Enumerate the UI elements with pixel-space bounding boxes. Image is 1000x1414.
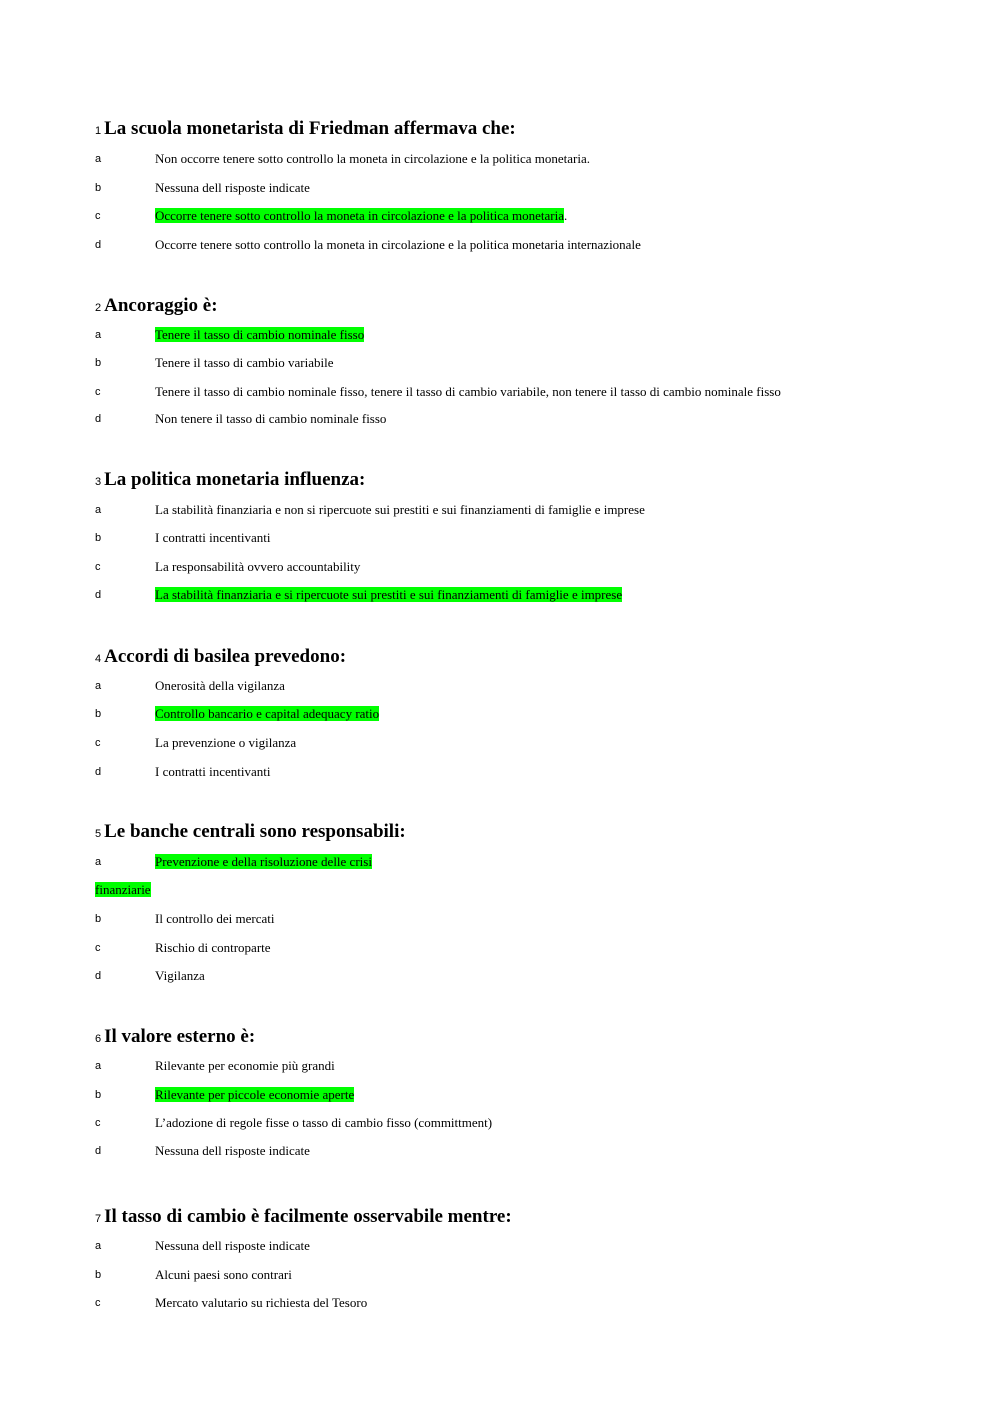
option-text: Rilevante per economie più grandi [155, 1058, 335, 1073]
option-letter: b [95, 182, 102, 194]
option-text: La stabilità finanziaria e non si ripercuote sui prestiti e sui finanziamenti di famiglie e imprese [155, 502, 645, 517]
option-letter: d [95, 589, 102, 601]
option-letter: b [95, 1269, 102, 1281]
option-text: Nessuna dell risposte indicate [155, 1238, 310, 1253]
question-number: 5 [95, 828, 102, 840]
answer-option-a [95, 677, 955, 695]
correct-answer-highlight: La stabilità finanziaria e si ripercuote sui prestiti e sui finanziamenti di famiglie e imprese [155, 587, 623, 602]
option-letter: a [95, 680, 102, 692]
option-text [155, 207, 567, 225]
option-text: Occorre tenere sotto controllo la moneta in circolazione e la politica monetaria internazionale [155, 237, 641, 252]
option-text: Il controllo dei mercati [155, 911, 275, 926]
answer-option-c [95, 1114, 955, 1132]
option-text [155, 326, 364, 344]
option-text: La prevenzione o vigilanza [155, 735, 297, 750]
question-number: 7 [95, 1213, 102, 1225]
answer-option-a [95, 501, 955, 519]
answer-option-d [95, 410, 955, 428]
answer-option-b-correct [95, 705, 955, 723]
option-text: Non occorre tenere sotto controllo la moneta in circolazione e la politica monetaria. [155, 151, 590, 166]
option-text: Non tenere il tasso di cambio nominale fisso [155, 411, 387, 426]
question-number: 3 [95, 476, 102, 488]
question-number: 6 [95, 1033, 102, 1045]
option-letter: b [95, 913, 102, 925]
answer-option-a [95, 1057, 955, 1075]
option-letter: b [95, 357, 102, 369]
correct-answer-highlight: Prevenzione e della risoluzione delle crisi [155, 854, 372, 869]
question-text: Le banche centrali sono responsabili: [104, 821, 406, 842]
option-text: Onerosità della vigilanza [155, 678, 285, 693]
option-text: Nessuna dell risposte indicate [155, 180, 310, 195]
question-number: 1 [95, 125, 102, 137]
answer-option-b [95, 354, 955, 372]
option-text: Alcuni paesi sono contrari [155, 1267, 292, 1282]
question-text: La politica monetaria influenza: [104, 469, 366, 490]
answer-option-d [95, 236, 955, 254]
answer-option-a [95, 1237, 955, 1255]
option-text: La responsabilità ovvero accountability [155, 559, 361, 574]
option-letter: d [95, 766, 102, 778]
option-text: Nessuna dell risposte indicate [155, 1143, 310, 1158]
option-text-suffix: . [563, 208, 568, 223]
answer-option-b [95, 910, 955, 928]
correct-answer-highlight: Occorre tenere sotto controllo la moneta in circolazione e la politica monetaria [155, 208, 564, 223]
option-text [155, 853, 372, 871]
option-letter: b [95, 532, 102, 544]
option-text [155, 586, 622, 604]
option-text: Rischio di controparte [155, 940, 271, 955]
answer-option-d [95, 967, 955, 985]
question-number: 2 [95, 302, 102, 314]
question-number: 4 [95, 653, 102, 665]
option-letter: c [95, 1297, 101, 1309]
option-letter: c [95, 737, 101, 749]
option-text [155, 1086, 354, 1104]
question-title [95, 295, 218, 319]
option-letter: d [95, 1145, 102, 1157]
question-text: La scuola monetarista di Friedman affermava che: [104, 118, 516, 139]
option-letter: c [95, 561, 101, 573]
question-title [95, 821, 406, 845]
option-letter: b [95, 1089, 102, 1101]
option-letter: a [95, 1240, 102, 1252]
option-text: I contratti incentivanti [155, 530, 271, 545]
answer-option-b-correct [95, 1086, 955, 1104]
option-letter: d [95, 239, 102, 251]
option-letter: c [95, 210, 101, 222]
option-letter: a [95, 329, 102, 341]
option-text: I contratti incentivanti [155, 764, 271, 779]
option-text: Tenere il tasso di cambio variabile [155, 355, 334, 370]
option-letter: d [95, 413, 102, 425]
answer-option-c [95, 734, 955, 752]
answer-option-b [95, 179, 955, 197]
answer-option-d-correct [95, 586, 955, 604]
correct-answer-highlight: Controllo bancario e capital adequacy ratio [155, 706, 380, 721]
answer-option-a-correct [95, 853, 955, 871]
question-text: Il valore esterno è: [104, 1026, 256, 1047]
option-text: L’adozione di regole fisse o tasso di cambio fisso (committment) [155, 1115, 493, 1130]
question-title [95, 118, 516, 142]
correct-answer-highlight: finanziarie [95, 882, 151, 897]
option-text: Tenere il tasso di cambio nominale fisso, tenere il tasso di cambio variabile, non tenere il tasso di cambio nominale fisso [155, 384, 781, 399]
answer-option-c [95, 558, 955, 576]
answer-option-b [95, 529, 955, 547]
option-letter: a [95, 856, 102, 868]
option-letter: d [95, 970, 102, 982]
answer-option-c [95, 383, 955, 401]
answer-option-a [95, 150, 955, 168]
question-text: Ancoraggio è: [104, 295, 218, 316]
option-letter: a [95, 504, 102, 516]
question-title [95, 1026, 255, 1050]
option-letter: c [95, 1117, 101, 1129]
option-text: Mercato valutario su richiesta del Tesoro [155, 1295, 368, 1310]
question-title [95, 1206, 512, 1230]
correct-answer-highlight: Tenere il tasso di cambio nominale fisso [155, 327, 365, 342]
option-letter: a [95, 153, 102, 165]
answer-option-d [95, 1142, 955, 1160]
option-letter: c [95, 942, 101, 954]
question-text: Accordi di basilea prevedono: [104, 646, 347, 667]
correct-answer-highlight: Rilevante per piccole economie aperte [155, 1087, 355, 1102]
option-text [155, 705, 379, 723]
question-title [95, 646, 346, 670]
option-letter: a [95, 1060, 102, 1072]
answer-option-c-correct [95, 207, 955, 225]
answer-option-d [95, 763, 955, 781]
answer-option-a-correct [95, 326, 955, 344]
answer-option-a-continuation [95, 881, 151, 899]
option-letter: b [95, 708, 102, 720]
answer-option-b [95, 1266, 955, 1284]
option-text: Vigilanza [155, 968, 205, 983]
question-title [95, 469, 365, 493]
answer-option-c [95, 1294, 955, 1312]
question-text: Il tasso di cambio è facilmente osservabile mentre: [104, 1206, 512, 1227]
option-letter: c [95, 386, 101, 398]
answer-option-c [95, 939, 955, 957]
